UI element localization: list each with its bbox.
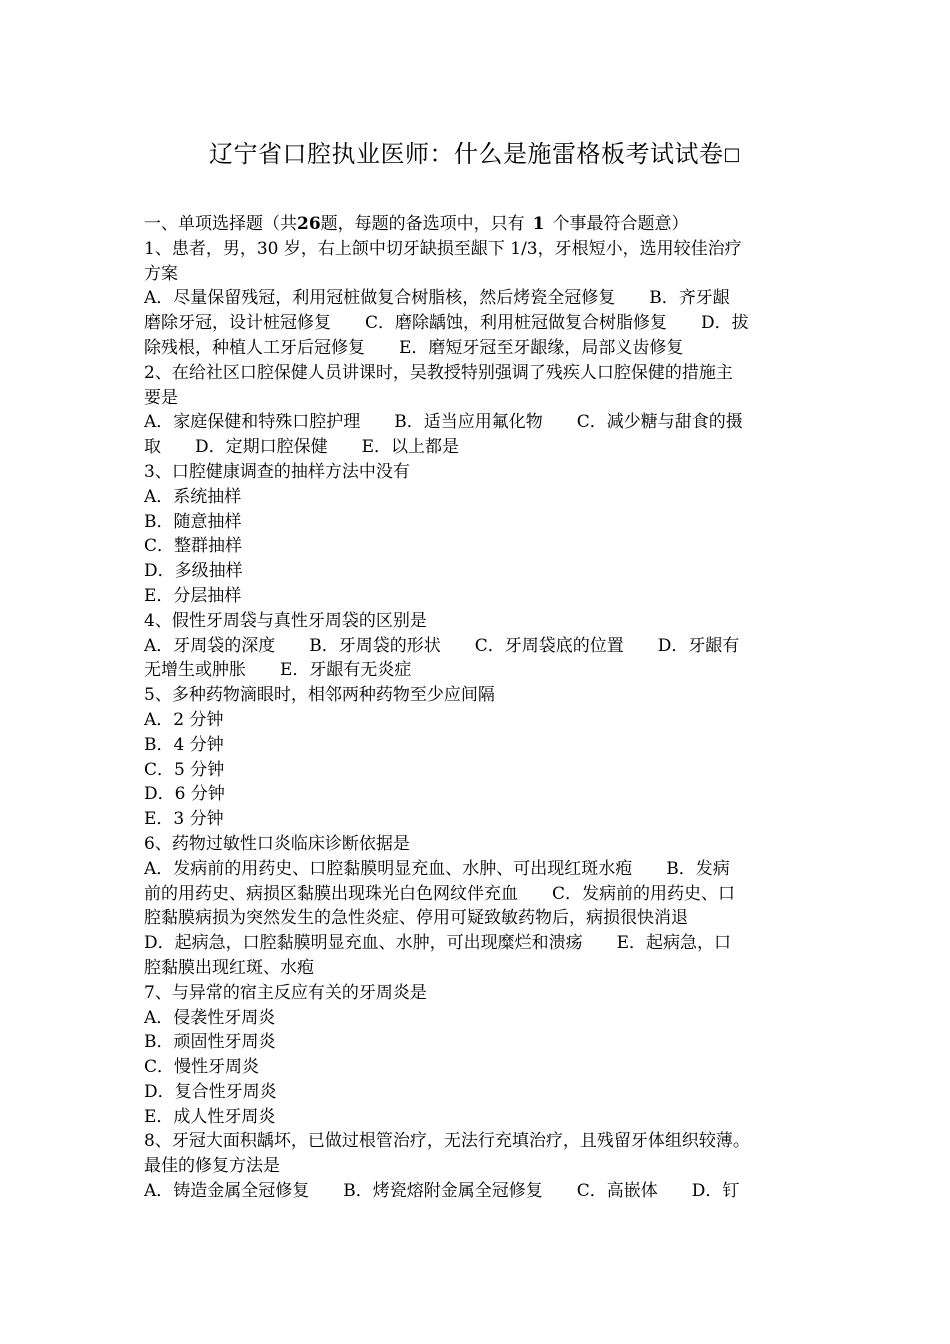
question-stem: 2、在给社区口腔保健人员讲课时，吴教授特别强调了残疾人口腔保健的措施主 bbox=[144, 362, 733, 383]
question-stem: 7、与异常的宿主反应有关的牙周炎是 bbox=[144, 982, 427, 1003]
document-title-text: 辽宁省口腔执业医师：什么是施雷格板考试试卷 bbox=[208, 140, 724, 168]
option-d: D．6 分钟 bbox=[144, 784, 225, 805]
options-line: D．起病急，口腔黏膜明显充血、水肿，可出现糜烂和溃疡 E．起病急，口 bbox=[144, 933, 732, 954]
option-c: C．整群抽样 bbox=[144, 536, 243, 557]
option-a: A．侵袭性牙周炎 bbox=[144, 1007, 276, 1028]
section-heading-middle: 题，每题的备选项中，只有 bbox=[320, 214, 525, 234]
option-d: D．复合性牙周炎 bbox=[144, 1081, 277, 1102]
question-stem: 5、多种药物滴眼时，相邻两种药物至少应间隔 bbox=[144, 685, 495, 706]
section-heading-prefix: 一、单项选择题（共 bbox=[144, 214, 297, 234]
options-line: A．牙周袋的深度 B．牙周袋的形状 C．牙周袋底的位置 D．牙龈有 bbox=[144, 635, 740, 656]
option-e: E．3 分钟 bbox=[144, 809, 224, 830]
options-line: 腔黏膜病损为突然发生的急性炎症、停用可疑致敏药物后，病损很快消退 bbox=[144, 908, 688, 929]
answer-count: 1 bbox=[532, 214, 545, 234]
options-line: 腔黏膜出现红斑、水疱 bbox=[144, 957, 314, 978]
question-1 bbox=[144, 237, 809, 361]
question-3 bbox=[144, 460, 809, 609]
option-d: D．多级抽样 bbox=[144, 561, 243, 582]
options-line: A．家庭保健和特殊口腔护理 B．适当应用氟化物 C．减少糖与甜食的摄 bbox=[144, 412, 743, 433]
document-body bbox=[144, 212, 809, 1204]
option-e: E．分层抽样 bbox=[144, 585, 242, 606]
option-a: A．2 分钟 bbox=[144, 709, 224, 730]
question-6 bbox=[144, 832, 809, 981]
question-5 bbox=[144, 683, 809, 832]
question-8 bbox=[144, 1129, 809, 1203]
question-stem: 4、假性牙周袋与真性牙周袋的区别是 bbox=[144, 610, 427, 631]
option-b: B．4 分钟 bbox=[144, 734, 224, 755]
option-a: A．系统抽样 bbox=[144, 486, 242, 507]
options-line: 无增生或肿胀 E．牙龈有无炎症 bbox=[144, 660, 412, 681]
options-line: 除残根，种植人工牙后冠修复 E．磨短牙冠至牙龈缘，局部义齿修复 bbox=[144, 337, 684, 358]
options-line: 取 D．定期口腔保健 E．以上都是 bbox=[144, 437, 460, 458]
question-4 bbox=[144, 609, 809, 683]
options-line: A．发病前的用药史、口腔黏膜明显充血、水肿、可出现红斑水疱 B．发病 bbox=[144, 858, 730, 879]
option-e: E．成人性牙周炎 bbox=[144, 1106, 276, 1127]
options-line: A．尽量保留残冠，利用冠桩做复合树脂核，然后烤瓷全冠修复 B．齐牙龈 bbox=[144, 288, 730, 309]
option-c: C．慢性牙周炎 bbox=[144, 1057, 260, 1078]
document-title bbox=[0, 138, 950, 171]
option-b: B．随意抽样 bbox=[144, 511, 242, 532]
question-stem-cont: 最佳的修复方法是 bbox=[144, 1156, 280, 1177]
options-line: 前的用药史、病损区黏膜出现珠光白色网纹伴充血 C．发病前的用药史、口 bbox=[144, 883, 736, 904]
option-b: B．顽固性牙周炎 bbox=[144, 1032, 276, 1053]
options-line: A．铸造金属全冠修复 B．烤瓷熔附金属全冠修复 C．高嵌体 D．钉 bbox=[144, 1181, 740, 1202]
question-stem: 8、牙冠大面积龋坏，已做过根管治疗，无法行充填治疗，且残留牙体组织较薄。 bbox=[144, 1131, 750, 1152]
option-c: C．5 分钟 bbox=[144, 759, 225, 780]
question-2 bbox=[144, 361, 809, 460]
question-7 bbox=[144, 981, 809, 1130]
question-stem-cont: 要是 bbox=[144, 387, 178, 408]
missing-glyph-icon: □ bbox=[723, 144, 741, 165]
section-heading bbox=[144, 212, 809, 237]
section-heading-suffix: 个事最符合题意） bbox=[552, 214, 689, 234]
question-stem: 1、患者，男，30 岁，右上颌中切牙缺损至龈下 1/3，牙根短小，选用较佳治疗 bbox=[144, 238, 742, 259]
question-stem: 3、口腔健康调查的抽样方法中没有 bbox=[144, 461, 410, 482]
question-count: 26 bbox=[297, 214, 321, 234]
question-stem-cont: 方案 bbox=[144, 263, 178, 284]
options-line: 磨除牙冠，设计桩冠修复 C．磨除龋蚀，利用桩冠做复合树脂修复 D．拔 bbox=[144, 313, 749, 334]
question-stem: 6、药物过敏性口炎临床诊断依据是 bbox=[144, 833, 410, 854]
